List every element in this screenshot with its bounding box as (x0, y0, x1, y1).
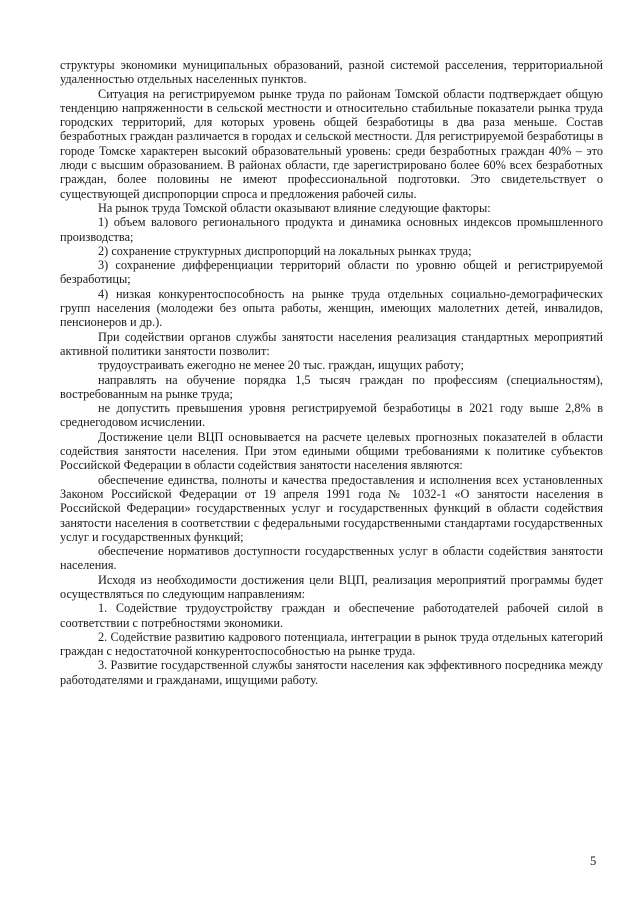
factor-item-4: 4) низкая конкурентоспособность на рынке труда отдельных социально-демографических групп населения (молодежи без опыта работы, женщин, имеющих малолетних детей, инвалидов, пенсионеров и др.). (60, 286, 603, 330)
paragraph-continuation: структуры экономики муниципальных образований, разной системой расселения, территориальной удаленностью отдельных населенных пунктов. (60, 58, 603, 87)
factor-item-3: 3) сохранение дифференциации территорий области по уровню общей и регистрируемой безработицы; (60, 258, 603, 287)
direction-item-3: 3. Развитие государственной службы занятости населения как эффективного посредника между работодателями и гражданами, ищущими работу. (60, 658, 603, 687)
requirement-item-accessibility: обеспечение нормативов доступности государственных услуг в области содействия занятости населения. (60, 544, 603, 573)
measure-item-employment: трудоустраивать ежегодно не менее 20 тыс. граждан, ищущих работу; (98, 358, 464, 373)
document-body (60, 58, 603, 687)
page-number: 5 (590, 854, 597, 868)
paragraph-goal-achievement: Достижение цели ВЦП основывается на расчете целевых прогнозных показателей в области содействия занятости населения. При этом едиными общими требованиями к политике субъектов Российской Федерации в области содействия занятости населения являются: (60, 429, 603, 473)
paragraph-measures-intro: При содействии органов службы занятости населения реализация стандартных мероприятий активной политики занятости позволит: (60, 329, 603, 358)
measure-item-training: направлять на обучение порядка 1,5 тысяч граждан по профессиям (специальностям), востребованным на рынке труда; (60, 372, 603, 401)
direction-item-2: 2. Содействие развитию кадрового потенциала, интеграции в рынок труда отдельных категорий граждан с недостаточной конкурентоспособностью на рынке труда. (60, 629, 603, 659)
paragraph-factors-intro: На рынок труда Томской области оказывают влияние следующие факторы: (98, 200, 491, 215)
factor-item-1: 1) объем валового регионального продукта и динамика основных индексов промышленного производства; (60, 215, 603, 244)
factor-item-2: 2) сохранение структурных диспропорций на локальных рынках труда; (98, 243, 472, 258)
requirement-item-unity: обеспечение единства, полноты и качества предоставления и исполнения всех установленных Законом Российской Федерации от 19 апреля 1991 года № 1032-1 «О занятости населения в Российской Федерации» государственных услуг и государственных функций в области содействия занятости населения в соответствии с федеральными государственными стандартами государственных услуг и государственных функций; (60, 472, 603, 544)
paragraph-directions-intro: Исходя из необходимости достижения цели ВЦП, реализация мероприятий программы будет осуществляться по следующим направлениям: (60, 572, 603, 601)
paragraph-labor-market-situation: Ситуация на регистрируемом рынке труда по районам Томской области подтверждает общую тенденцию напряженности в сельской местности и относительно стабильные показатели рынка труда городских территорий, для которых уровень общей безработицы в два раза меньше. Состав безработных граждан различается в городах и сельской местности. Для регистрируемой безработицы в городе Томске характерен высокий образовательный уровень: среди безработных граждан 40% – это люди с высшим образованием. В районах области, где зарегистрировано более 60% всех безработных граждан, более половины не имеют профессиональной подготовки. Это свидетельствует о существующей диспропорции спроса и предложения рабочей силы. (60, 86, 603, 201)
measure-item-unemployment-limit: не допустить превышения уровня регистрируемой безработицы в 2021 году выше 2,8% в среднегодовом исчислении. (60, 401, 603, 430)
direction-item-1: 1. Содействие трудоустройству граждан и обеспечение работодателей рабочей силой в соответствии с потребностями экономики. (60, 601, 603, 630)
